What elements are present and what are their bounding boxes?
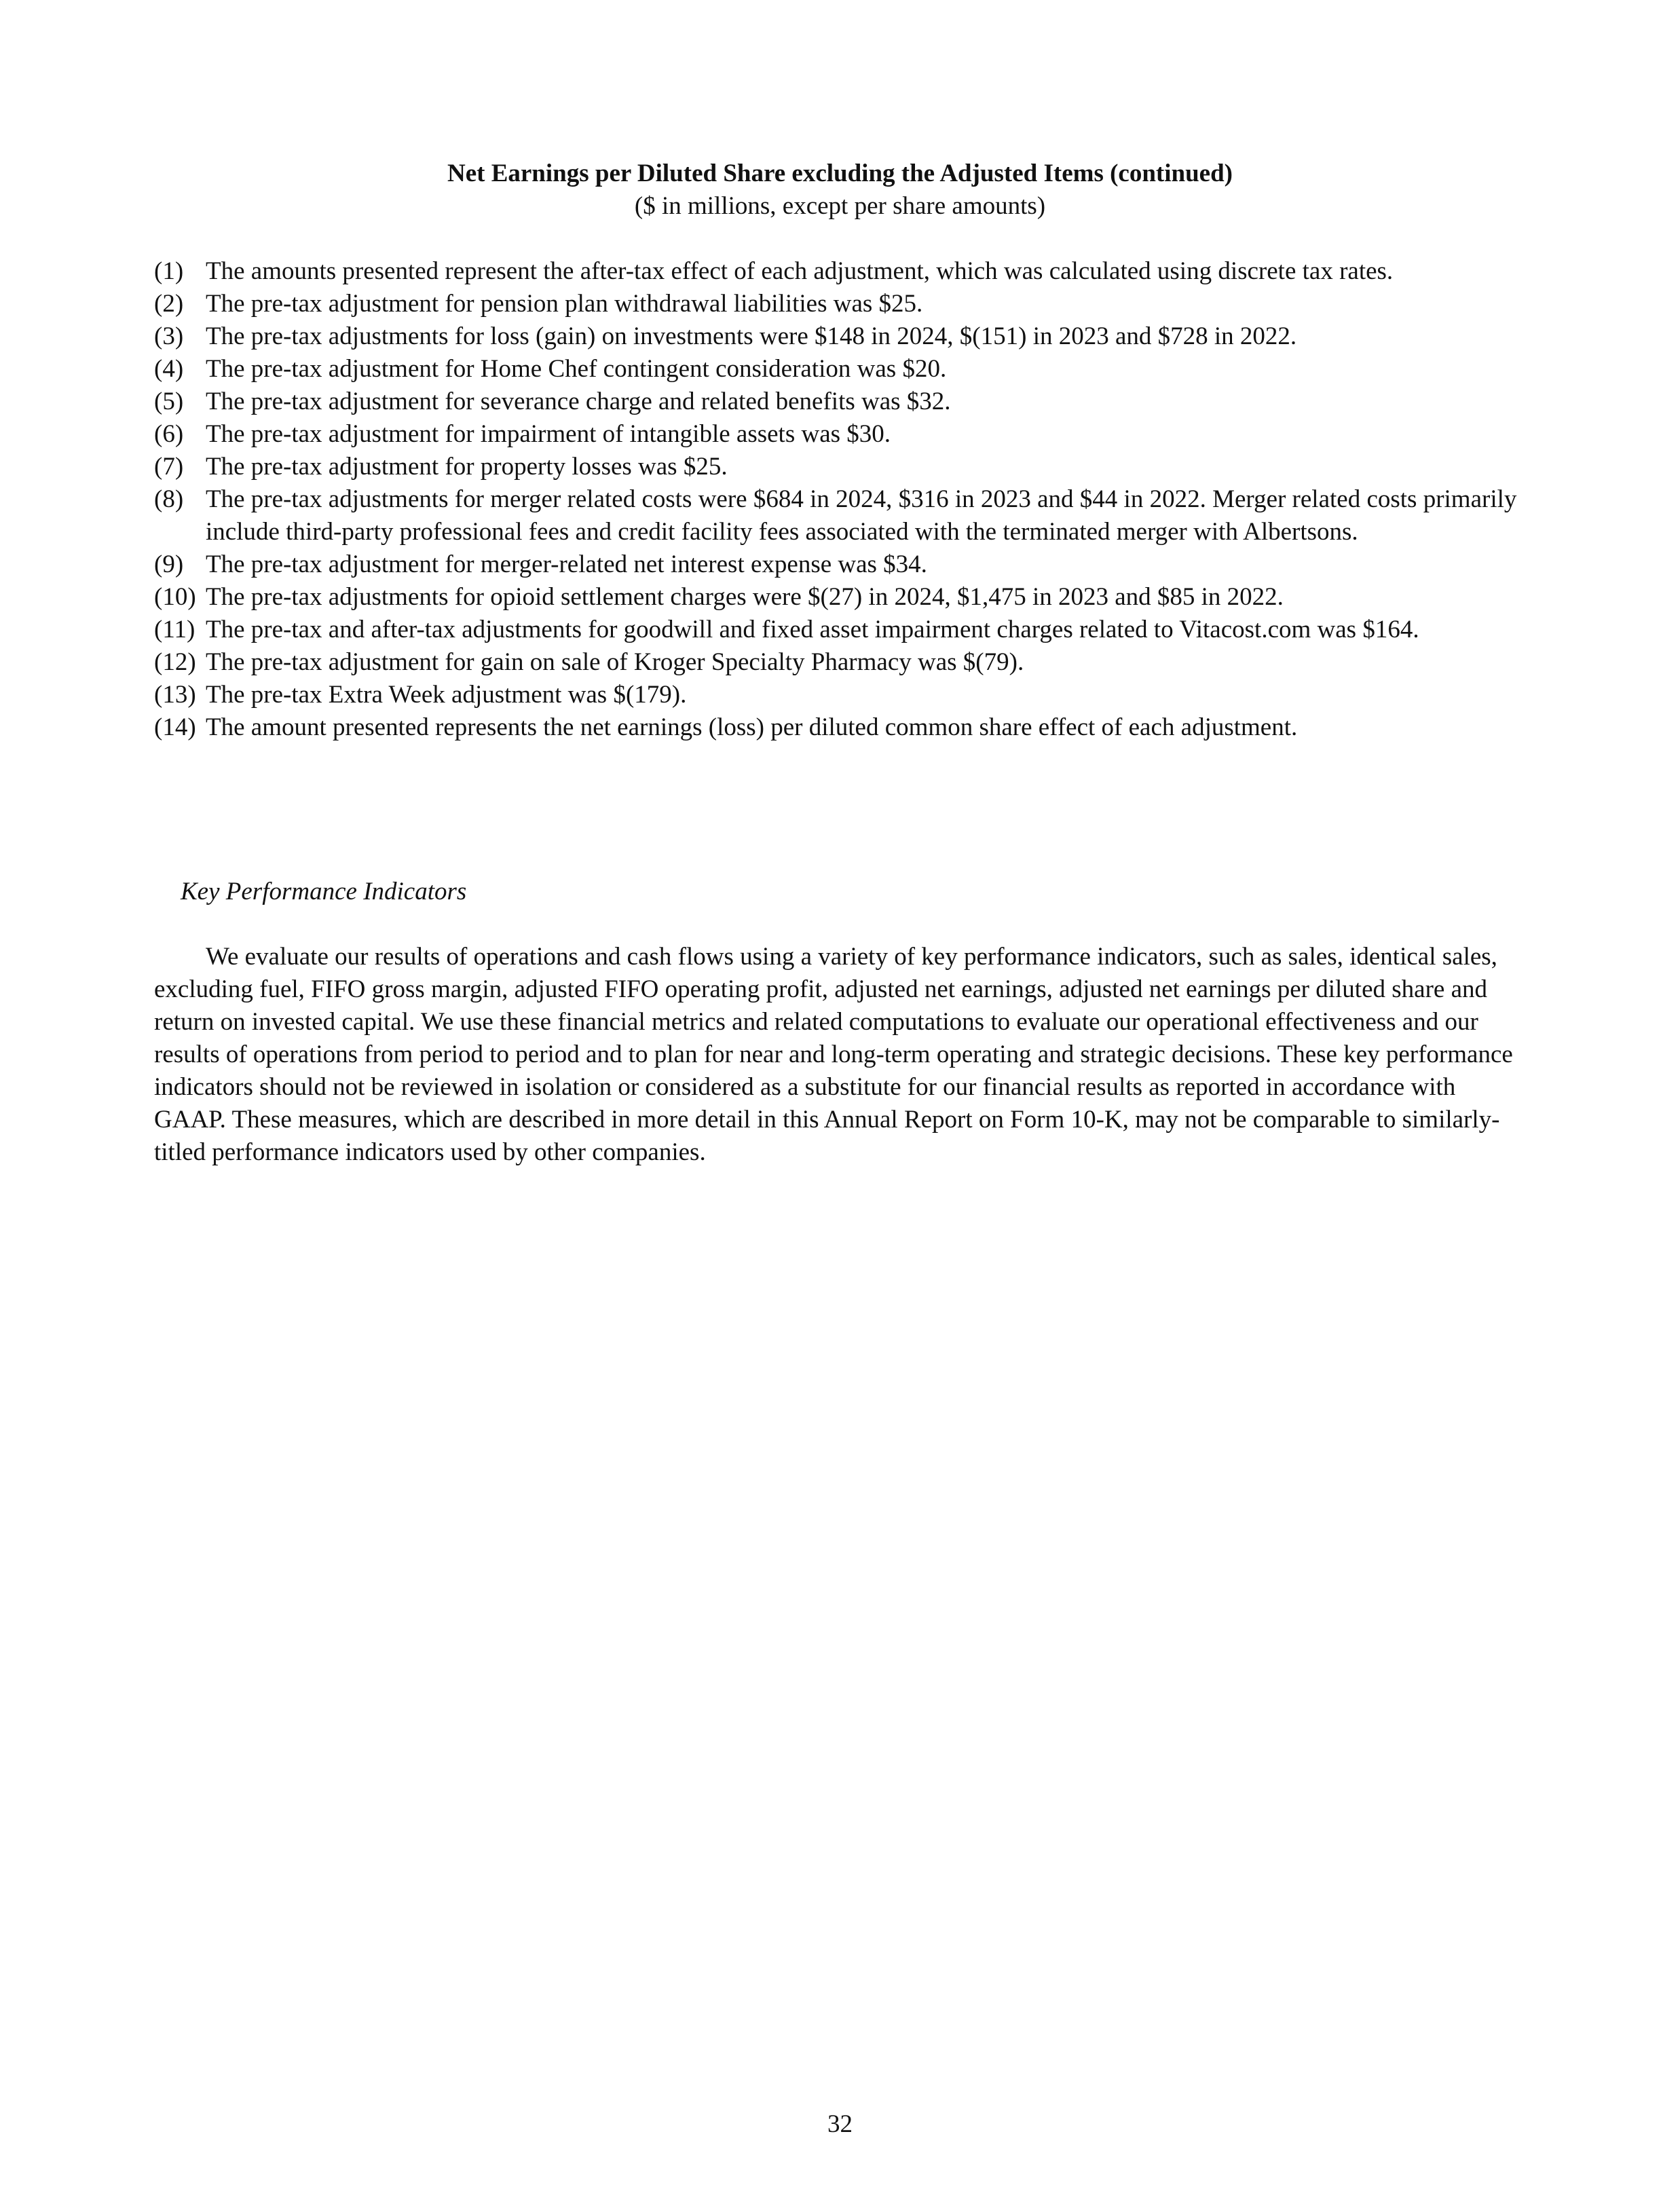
footnote-item xyxy=(154,679,1532,711)
footnote-number: (4) xyxy=(154,355,184,383)
footnotes-list xyxy=(154,255,1532,744)
footnote-text: The amount presented represents the net earnings (loss) per diluted common share effect of each adjustment. xyxy=(206,713,1298,741)
footnote-item xyxy=(154,451,1532,483)
footnote-text: The pre-tax adjustment for impairment of intangible assets was $30. xyxy=(206,420,891,448)
footnote-number: (8) xyxy=(154,485,184,513)
footnote-number: (6) xyxy=(154,420,184,448)
footnote-text: The pre-tax Extra Week adjustment was $(179). xyxy=(206,681,687,709)
footnote-text: The pre-tax adjustment for Home Chef contingent consideration was $20. xyxy=(206,355,947,383)
footnote-number: (1) xyxy=(154,257,184,285)
footnote-item xyxy=(154,646,1532,679)
footnote-text: The pre-tax adjustment for merger-related net interest expense was $34. xyxy=(206,550,927,578)
footnote-item xyxy=(154,353,1532,386)
page-number: 32 xyxy=(827,2110,853,2138)
footnote-item xyxy=(154,320,1532,353)
footnote-item xyxy=(154,255,1532,288)
footnote-text: The pre-tax adjustments for loss (gain) on investments were $148 in 2024, $(151) in 2023 and $728 in 2022. xyxy=(206,322,1297,350)
footnote-number: (14) xyxy=(154,713,196,741)
footnote-text: The amounts presented represent the after-tax effect of each adjustment, which was calculated using discrete tax rates. xyxy=(206,257,1394,285)
footnote-item xyxy=(154,418,1532,451)
page-subtitle: ($ in millions, except per share amounts) xyxy=(634,192,1046,220)
footnote-number: (3) xyxy=(154,322,184,350)
footnote-number: (10) xyxy=(154,583,196,611)
footnote-item xyxy=(154,711,1532,744)
footnote-number: (12) xyxy=(154,648,196,676)
footnote-item xyxy=(154,288,1532,320)
footnote-text: The pre-tax adjustment for gain on sale of Kroger Specialty Pharmacy was $(79). xyxy=(206,648,1024,676)
footnote-text: The pre-tax adjustment for pension plan withdrawal liabilities was $25. xyxy=(206,290,923,318)
footnote-text: The pre-tax adjustments for opioid settlement charges were $(27) in 2024, $1,475 in 2023 and $85 in 2022. xyxy=(206,583,1284,611)
footnote-number: (7) xyxy=(154,453,184,481)
footnote-item xyxy=(154,386,1532,418)
page-title: Net Earnings per Diluted Share excluding the Adjusted Items (continued) xyxy=(447,160,1233,187)
kpi-paragraph: We evaluate our results of operations and cash flows using a variety of key performance indicators, such as sales, identical sales, excluding fuel, FIFO gross margin, adjusted FIFO operating profit, adjusted net earnings, adjusted net earnings per diluted share and return on invested capital. We use these financial metrics and related computations to evaluate our operational effectiveness and our results of operations from period to period and to plan for near and long-term operating and strategic decisions. These key performance indicators should not be reviewed in isolation or considered as a substitute for our financial results as reported in accordance with GAAP. These measures, which are described in more detail in this Annual Report on Form 10-K, may not be comparable to similarly-titled performance indicators used by other companies. xyxy=(154,943,1513,1166)
footnote-text: The pre-tax adjustments for merger related costs were $684 in 2024, $316 in 2023 and $44 in 2022. Merger related costs primarily include third-party professional fees and credit facility fees associated with the terminated merger with Albertsons. xyxy=(206,485,1517,546)
section-heading-kpi: Key Performance Indicators xyxy=(181,878,467,905)
footnote-text: The pre-tax adjustment for severance charge and related benefits was $32. xyxy=(206,388,951,415)
footnote-item xyxy=(154,614,1532,646)
footnote-item xyxy=(154,483,1532,548)
footnote-item xyxy=(154,581,1532,614)
footnote-number: (9) xyxy=(154,550,184,578)
footnote-item xyxy=(154,548,1532,581)
footnote-number: (13) xyxy=(154,681,196,709)
footnote-number: (5) xyxy=(154,388,184,415)
footnote-text: The pre-tax adjustment for property losses was $25. xyxy=(206,453,728,481)
footnote-text: The pre-tax and after-tax adjustments for goodwill and fixed asset impairment charges related to Vitacost.com was $164. xyxy=(206,616,1419,643)
footnote-number: (11) xyxy=(154,616,195,643)
footnote-number: (2) xyxy=(154,290,184,318)
